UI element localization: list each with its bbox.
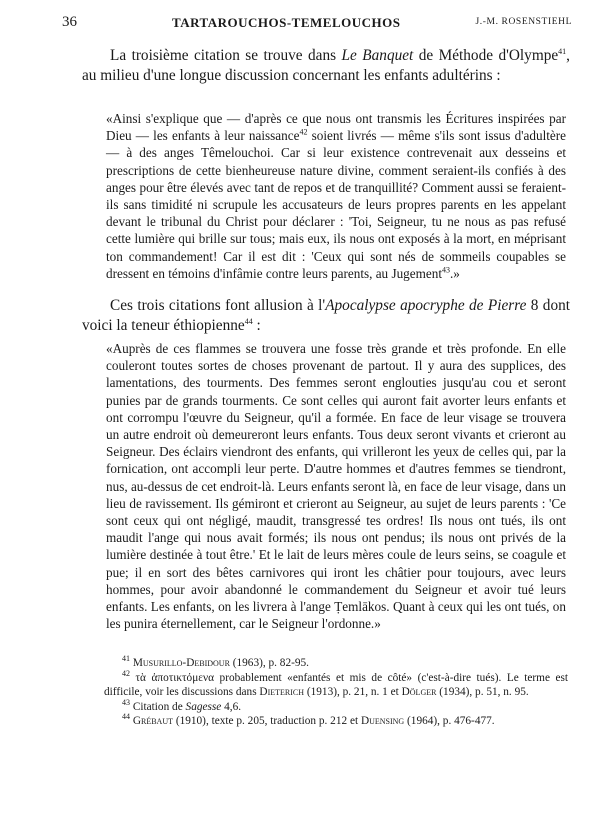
block-quote-2: «Auprès de ces flammes se trouvera une fosse très grande et très profonde. En elle couleront toutes sortes de choses provenant de partout. Il y aura des supplices, des lamentations, des tourments. Des femmes seront englouties jusqu'au cou et seront punies par de grands tourments. Ce sont celles qui auront fait avorter leurs enfants et ont corrompu l'œuvre du Seigneur, qu'il a formée. En face de leur visage se trouvera un autre endroit où demeureront leurs enfants. Tous deux seront vivants et crieront au Seigneur. Des éclairs viendront des enfants, qui vrilleront les yeux de celles qui, par la fornication, ont accompli leur perte. D'autre hommes et d'autres femmes se tiendront, nus, au-dessus de cet endroit-là. Leurs enfants seront là, en face de leur visage, dans un lieu de ravissement. Ils gémiront et crieront au Seigneur, au sujet de leurs parents : 'Ce sont ceux qui ont négligé, maudit, transgressé tes ordres! Ils nous ont tués, ils ont maudit l'ange qui nous avait formés; ils nous ont pendus; ils nous ont privés de la lumière destinée à tout être.' Et le lait de leurs mères coule de leurs seins, se coagule et pue; il en sort des bêtes carnivores qui iront les châtier pour toujours, avec leurs hommes, pour avoir abandonné le commandement du Seigneur et avoir tué leurs enfants. Les enfants, on les livrera à l'ange Ṭemlākos. Quant à ceux qui les ont tués, on les punira éternellement, car le Seigneur l'ordonne.» bbox=[106, 341, 566, 632]
block-quote-1: «Ainsi s'explique que — d'après ce que nous ont transmis les Écritures inspirées par Dieu — les enfants à leur naissance$^{42}$ soient livrés — même s'ils sont issus d'adultère — à des anges Têmelouchoi. Car si leur existence contrevenait aux desseins et prescriptions de cette bienheureuse nature divine, comment seraient-ils confiés à des anges pour être élevés avec tant de repos et de tranquillité? Comment aussi se feraient-ils sans timidité ni scrupule les accusateurs de leurs propres parents en les appelant devant le tribunal du Christ pour déclarer : 'Toi, Seigneur, tu ne nous as pas refusé cette lumière qui brille sur tous; mais eux, ils nous ont exposés à la mort, en méprisant ton commandement! Car il est dit : 'Ceux qui sont nés de sommeils coupables se dressent en témoins d'infâmie contre leurs parents, au Jugement$^{43}$.» bbox=[106, 111, 567, 281]
page-header bbox=[62, 14, 572, 34]
footnote-ref[interactable]: 42 bbox=[299, 127, 308, 137]
page-number: 36 bbox=[62, 14, 77, 30]
work-title: Apocalypse apocryphe de Pierre bbox=[325, 297, 527, 314]
footnote-ref[interactable]: 44 bbox=[244, 316, 253, 326]
intro-paragraph-2: Ces trois citations font allusion à l'Apocalypse apocryphe de Pierre 8 dont voici la teneur éthiopienne$^{44}$ : bbox=[82, 297, 570, 334]
intro-paragraph-1: La troisième citation se trouve dans Le Banquet de Méthode d'Olympe$^{41}$, au milieu d'une longue discussion concernant les enfants adultérins : bbox=[82, 46, 570, 84]
footnote-ref[interactable]: 41 bbox=[558, 46, 567, 56]
footnote-44: $^{44}$ Grébaut (1910), texte p. 205, traduction p. 212 et Duensing (1964), p. 476-477. bbox=[122, 712, 495, 728]
running-title: TARTAROUCHOS-TEMELOUCHOS bbox=[172, 15, 401, 30]
footnotes bbox=[104, 656, 568, 729]
work-title: Le Banquet bbox=[341, 47, 414, 64]
footnote-ref[interactable]: 43 bbox=[442, 265, 450, 275]
footnote-43: $^{43}$ Citation de Sagesse 4,6. bbox=[122, 698, 242, 713]
footnote-41: $^{41}$ Musurillo-Debidour (1963), p. 82-95. bbox=[122, 654, 309, 669]
running-author: J.-M. ROSENSTIEHL bbox=[475, 17, 572, 27]
footnote-42: $^{42}$ τὰ ἀποτικτόμενα probablement «enfantés et mis de côté» (c'est-à-dire tués). Le terme est difficile, voir les discussions dans Dieterich (1913), p. 21, n. 1 et Dölger (1934), p. 51, n. 95. bbox=[104, 668, 569, 699]
